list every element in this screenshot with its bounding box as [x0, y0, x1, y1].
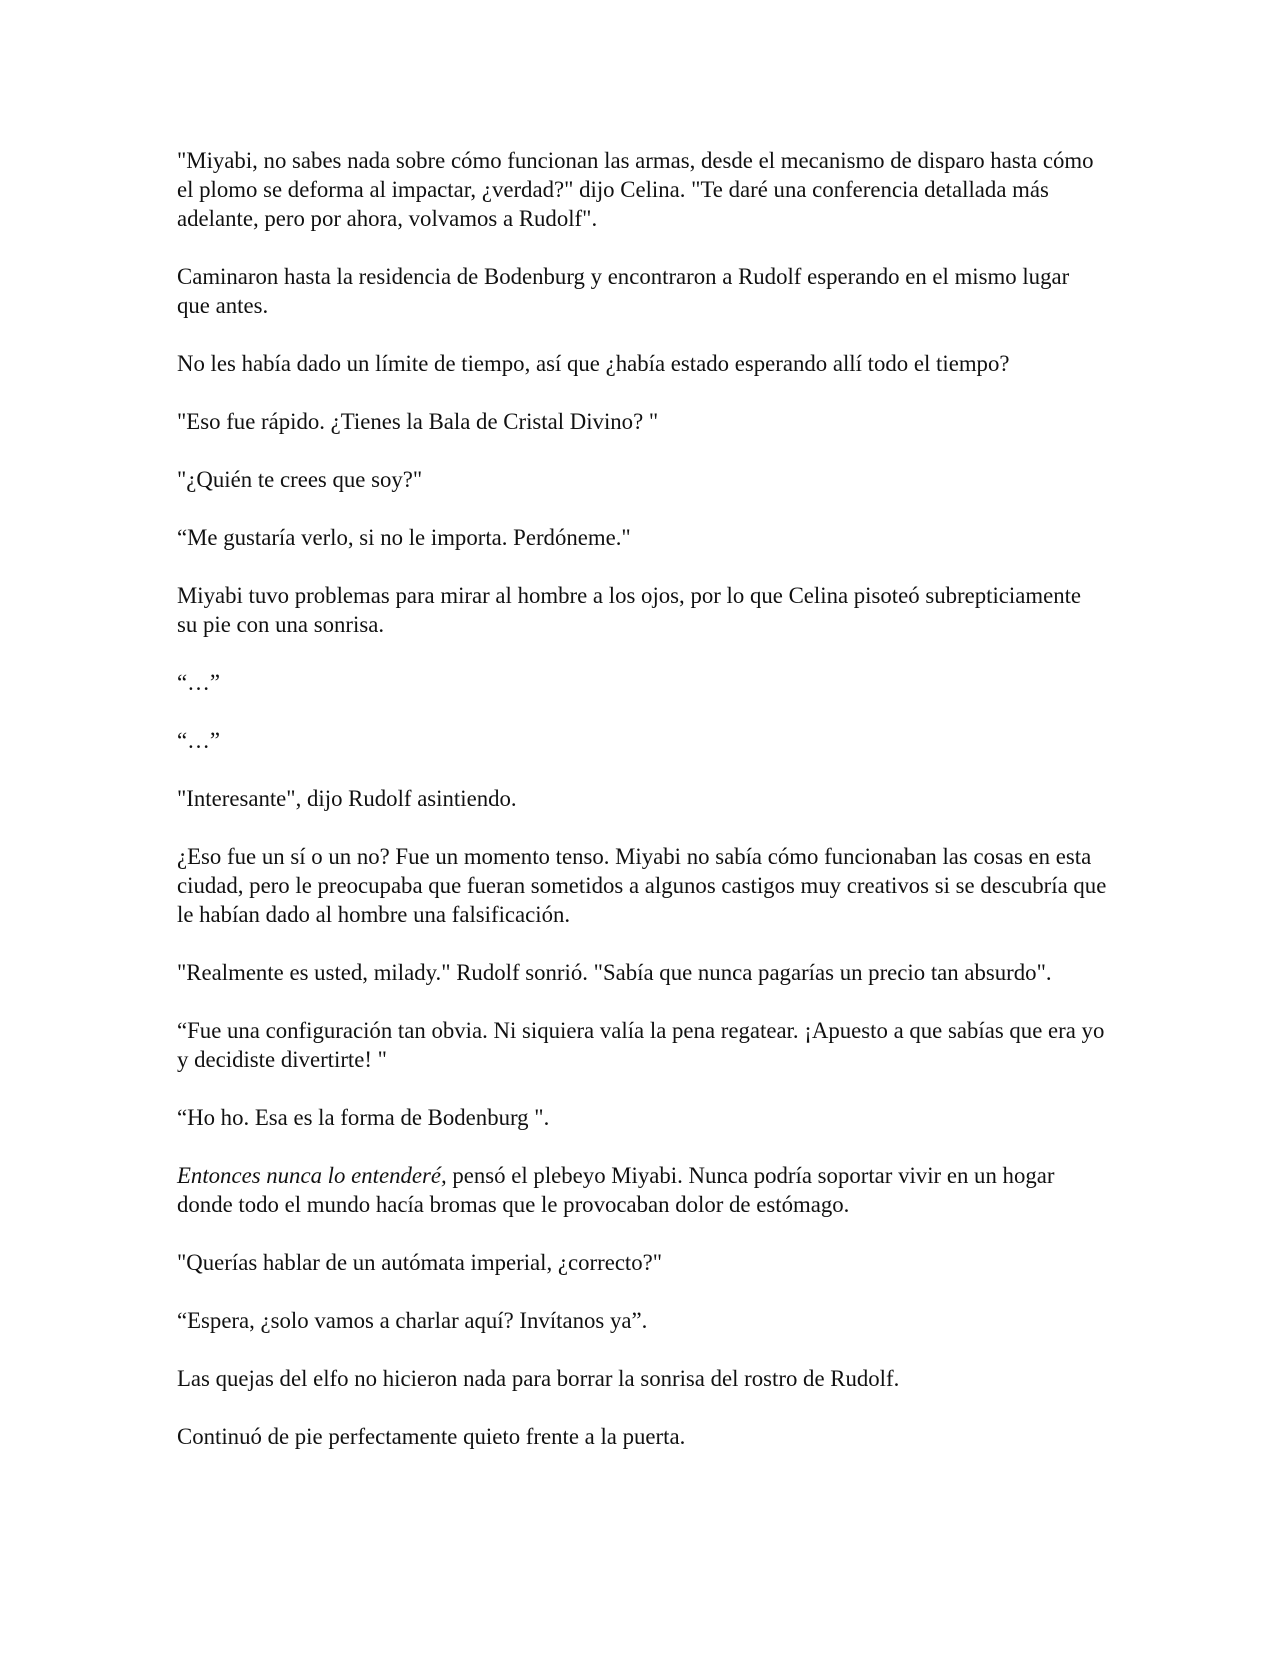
paragraph: “…” [177, 728, 221, 753]
paragraph: “Me gustaría verlo, si no le importa. Perdóneme." [177, 525, 631, 550]
paragraph: “…” [177, 670, 221, 695]
paragraph: "Realmente es usted, milady." Rudolf sonrió. "Sabía que nunca pagarías un precio tan absurdo". [177, 960, 1052, 985]
paragraph: “Espera, ¿solo vamos a charlar aquí? Invítanos ya”. [177, 1308, 648, 1333]
paragraph: "¿Quién te crees que soy?" [177, 467, 423, 492]
paragraph: “Ho ho. Esa es la forma de Bodenburg ". [177, 1105, 550, 1130]
paragraph: "Interesante", dijo Rudolf asintiendo. [177, 786, 517, 811]
paragraph: "Querías hablar de un autómata imperial, ¿correcto?" [177, 1250, 663, 1275]
paragraph: “Fue una configuración tan obvia. Ni siquiera valía la pena regatear. ¡Apuesto a que sabías que era yo y decidiste divertirte! " [177, 1018, 1105, 1072]
paragraph: Las quejas del elfo no hicieron nada para borrar la sonrisa del rostro de Rudolf. [177, 1366, 900, 1391]
italic-phrase: Entonces nunca lo entenderé, [177, 1163, 447, 1188]
paragraph: Miyabi tuvo problemas para mirar al hombre a los ojos, por lo que Celina pisoteó subrepticiamente su pie con una sonrisa. [177, 583, 1082, 637]
paragraph: Caminaron hasta la residencia de Bodenburg y encontraron a Rudolf esperando en el mismo lugar que antes. [177, 264, 1070, 318]
text-column [177, 146, 1107, 1480]
paragraph: Continuó de pie perfectamente quieto frente a la puerta. [177, 1424, 686, 1449]
paragraph: "Eso fue rápido. ¿Tienes la Bala de Cristal Divino? " [177, 409, 659, 434]
paragraph: ¿Eso fue un sí o un no? Fue un momento tenso. Miyabi no sabía cómo funcionaban las cosas en esta ciudad, pero le preocupaba que fueran sometidos a algunos castigos muy creativos si se descubría que le habían dado al hombre una falsificación. [177, 844, 1107, 927]
paragraph-with-italic [177, 1161, 1107, 1219]
paragraph: No les había dado un límite de tiempo, así que ¿había estado esperando allí todo el tiempo? [177, 351, 1010, 376]
paragraph-rest: pensó el plebeyo Miyabi. Nunca podría soportar vivir en un hogar donde todo el mundo hacía bromas que le provocaban dolor de estómago. [177, 1163, 1055, 1217]
paragraph: "Miyabi, no sabes nada sobre cómo funcionan las armas, desde el mecanismo de disparo hasta cómo el plomo se deforma al impactar, ¿verdad?" dijo Celina. "Te daré una conferencia detallada más adelante, pero por ahora, volvamos a Rudolf". [177, 148, 1094, 231]
